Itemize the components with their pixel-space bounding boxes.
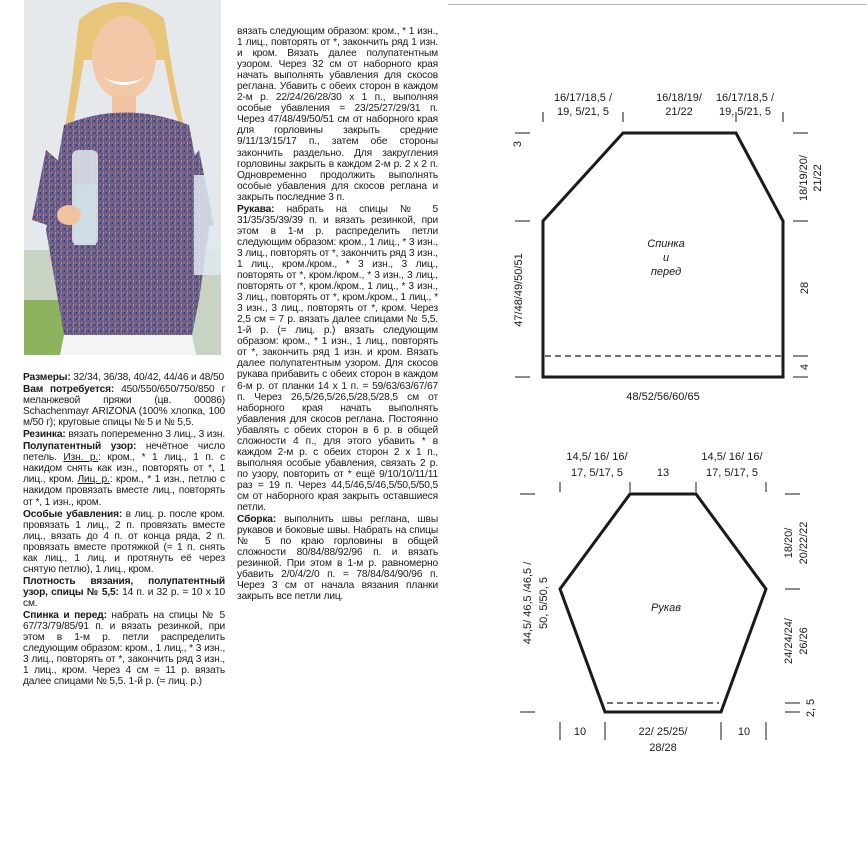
sleeve-right-mid-2: 26/26 <box>798 627 810 655</box>
assembly-paragraph <box>237 514 438 602</box>
rib-label: Резинка: <box>23 429 66 441</box>
sleeve-label: Рукава: <box>237 203 275 215</box>
gauge-label: Плотность вязания, полупатентный узор, спицы № 5,5: <box>23 575 225 598</box>
body-bottom-width: 48/52/56/60/65 <box>626 391 700 403</box>
sizes-value: 32/34, 36/38, 40/42, 44/46 и 48/50 <box>70 372 224 383</box>
sleeve-label: Рукав <box>651 602 681 614</box>
body-left-small: 3 <box>512 140 524 148</box>
back-front-paragraph <box>23 610 225 687</box>
body-top-mid-1: 16/18/19/ <box>656 92 702 104</box>
sleeve-top-left-2: 17, 5/17, 5 <box>571 467 623 479</box>
sleeve-schematic <box>520 451 817 754</box>
body-left-height: 47/48/49/50/51 <box>513 253 525 327</box>
yarn-paragraph <box>23 384 225 428</box>
rib-value: вязать попеременно 3 лиц., 3 изн. <box>65 429 226 441</box>
half-patent-value-c: : кром., * 1 изн., петлю с накидом провязать вместе лиц., повторять от *, 1 изн., кром. <box>23 474 225 508</box>
sleeve-bottom-left: 10 <box>573 726 587 738</box>
sleeve-paragraph <box>237 204 438 513</box>
sleeve-bottom-mid-2: 28/28 <box>649 742 677 754</box>
body-label-3: перед <box>650 266 682 278</box>
body-right-lower: 28 <box>799 281 811 295</box>
schematic-diagrams <box>440 0 867 852</box>
sleeve-top-right-1: 14,5/ 16/ 16/ <box>701 451 763 463</box>
sizes-paragraph <box>23 372 225 383</box>
rib-paragraph <box>23 429 225 440</box>
assembly-label: Сборка: <box>237 514 277 526</box>
decrease-value: в лиц. р. после кром. провязать 1 лиц., 2 п. провязать вместе лиц., вязать до 4 п. от конца ряда, 2 п. провязать вместе протяжкой (= 1 п. снять как лиц., 1 лиц. и протянуть её через снятую петлю), 1 лиц., кром. <box>23 508 225 575</box>
body-top-left-1: 16/17/18,5 / <box>553 92 613 104</box>
body-top-left-2: 19, 5/21, 5 <box>557 106 609 118</box>
body-label-1: Спинка <box>647 238 685 250</box>
sleeve-top-mid: 13 <box>656 467 670 479</box>
sleeve-value: набрать на спицы № 5 31/35/35/39/39 п. и вязать резинкой, при этом в 1-м р. распределить петли следующим образом: кром., 1 лиц., * 3 изн., 3 лиц., повторять от *, закончить ряд 3 изн., 1 лиц., кром./кром., * 3 изн., 3 лиц., повторять от *, кром./кром., * 3 изн., 3 лиц., повторять от *, кром./кром., 1 лиц., * 3 изн., 3 лиц., повторять от *, кром./кром., 1 лиц., * 3 изн., 3 лиц., повторять от *, кром. Через 2,5 см = 7 р. вязать далее спицами № 5,5. 1-й р. (= лиц. р.) вязать следующим образом: кром., * 1 изн., 1 лиц., повторять от *, закончить ряд 1 изн. и кром. Вязать далее полупатентным узором. Для скосов рукава прибавить с обеих сторон в каждом 6-м р. от планки 14 x 1 п. = 59/63/63/67/67 п. Через 26,5/26,5/26,5/28,5/28,5 см от наборного края начать выполнять убавления для скосов реглана. Постоянно убавлять с обеих сторон в 6 р. в общей сложности 4 п., для этого убавить * в каждом 2-м р. с обеих сторон 2 x 1 п., выполняя особые убавления, связать 2 р. по узору, повторить от * ещё 9/10/10/11/11 раз = 19 п. Через 44,5/46,5/46,5/50,5/50,5 см от наборного края закрыть оставшиеся петли. <box>237 203 438 514</box>
assembly-value: выполнить швы реглана, швы рукавов и боковые швы. Набрать на спицы № 5 по краю горловины в общей сложности 80/84/88/92/96 п. и вязать резинкой. При этом в 1-м р. равномерно убавить 2/0/4/2/0 п. = 78/84/84/90/96 п. Через 3 см от начала вязания планки закрыть все петли лиц. <box>237 514 438 603</box>
sleeve-left-height-1: 44,5/ 46,5 /46,5 / <box>522 561 534 645</box>
sleeve-top-left-1: 14,5/ 16/ 16/ <box>566 451 628 463</box>
instructions-right-column <box>237 26 438 602</box>
sizes-label: Размеры: <box>23 372 71 383</box>
sleeve-bottom-right: 10 <box>737 726 751 738</box>
body-top-right-2: 19, 5/21, 5 <box>719 106 771 118</box>
right-side-label: Лиц. р. <box>77 474 110 486</box>
model-photo-illustration <box>24 0 221 355</box>
half-patent-value-a: нечётное число петель. <box>23 441 226 464</box>
yarn-label: Вам потребуется: <box>23 384 115 396</box>
body-label-2: и <box>662 252 670 264</box>
decrease-label: Особые убавления: <box>23 508 123 520</box>
yarn-value: 450/550/650/750/850 г меланжевой пряжи (цв. 00086) Schachenmayr ARIZONA (100% хлопка, 100 м/50 г); круговые спицы № 5 и № 5,5. <box>23 384 226 429</box>
sleeve-top-right-2: 17, 5/17, 5 <box>706 467 758 479</box>
body-top-mid-2: 21/22 <box>665 106 693 118</box>
sleeve-right-mid-1: 24/24/24/ <box>783 618 795 664</box>
sleeve-right-upper-1: 18/20/ <box>783 527 795 559</box>
model-photo <box>24 0 221 355</box>
gauge-paragraph <box>23 576 225 609</box>
sleeve-left-height-2: 50, 5/50, 5 <box>538 577 550 629</box>
half-patent-paragraph <box>23 441 225 507</box>
body-right-band: 4 <box>799 363 811 371</box>
sleeve-bottom-mid-1: 22/ 25/25/ <box>638 726 688 738</box>
back-front-value: набрать на спицы № 5 67/73/79/85/91 п. и вязать резинкой, при этом в 1-м р. петли распределить следующим образом: кром., 1 лиц., * 3 изн., 3 лиц., повторять от *, закончить ряд 3 изн., 1 лиц., кром. Через 4 см = 11 р. вязать далее спицами № 5,5. 1-й р. (= лиц. р.) <box>23 609 225 688</box>
body-right-upper-1: 18/19/20/ <box>798 155 810 201</box>
body-top-right-1: 16/17/18,5 / <box>715 92 775 104</box>
sleeve-right-band: 2, 5 <box>805 698 817 718</box>
instructions-left-column <box>23 372 225 687</box>
gauge-value: 14 п. и 32 р. = 10 x 10 см. <box>23 586 225 609</box>
wrong-side-label: Изн. р. <box>63 452 99 464</box>
decrease-paragraph <box>23 509 225 575</box>
back-front-continued: вязать следующим образом: кром., * 1 изн., 1 лиц., повторять от *, закончить ряд 1 изн. и кром. Вязать далее полупатентным узором. Через 32 см от наборного края начать выполнять убавления для скосов реглана. Убавить с обеих сторон в каждом 2-м р. 22/24/26/28/30 x 1 п., выполняя особые убавления = 23/25/27/29/31 п. Через 47/48/49/50/51 см от наборного края для горловины закрыть средние 9/11/13/15/17 п., затем обе стороны закончить раздельно. Для закругления горловины закрыть в каждом 2-м р. 2 x 2 п. Одновременно продолжить выполнять особые убавления для скосов реглана и закрыть последние 3 п. <box>237 26 438 203</box>
half-patent-value-b: : кром., * 1 лиц., 1 п. с накидом снять как изн., повторять от *, 1 лиц., кром. <box>23 452 226 486</box>
body-schematic <box>512 92 824 403</box>
body-right-upper-2: 21/22 <box>812 164 824 192</box>
half-patent-label: Полупатентный узор: <box>23 441 137 453</box>
back-front-label: Спинка и перед: <box>23 609 107 621</box>
sleeve-right-upper-2: 20/22/22 <box>798 521 810 565</box>
